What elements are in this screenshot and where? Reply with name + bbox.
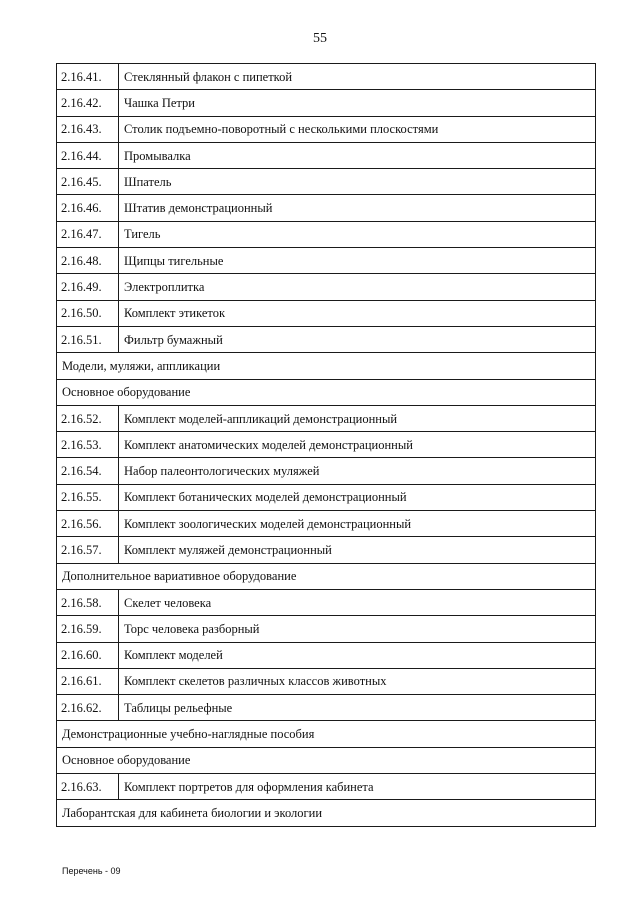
table-row (57, 642, 596, 668)
table-row (57, 116, 596, 142)
item-number: 2.16.56. (57, 511, 119, 537)
item-name: Комплект моделей (119, 642, 596, 668)
item-number: 2.16.48. (57, 248, 119, 274)
table-row (57, 432, 596, 458)
item-name: Торс человека разборный (119, 616, 596, 642)
item-name: Тигель (119, 221, 596, 247)
table-row (57, 300, 596, 326)
equipment-table-body (57, 64, 596, 827)
item-number: 2.16.49. (57, 274, 119, 300)
item-number: 2.16.62. (57, 695, 119, 721)
section-header-row (57, 379, 596, 405)
item-number: 2.16.54. (57, 458, 119, 484)
item-number: 2.16.53. (57, 432, 119, 458)
item-name: Набор палеонтологических муляжей (119, 458, 596, 484)
section-header-row (57, 721, 596, 747)
item-name: Промывалка (119, 142, 596, 168)
table-row (57, 668, 596, 694)
item-name: Фильтр бумажный (119, 326, 596, 352)
section-header-row (57, 353, 596, 379)
item-number: 2.16.46. (57, 195, 119, 221)
table-row (57, 221, 596, 247)
table-row (57, 274, 596, 300)
table-row (57, 589, 596, 615)
section-header-label: Демонстрационные учебно-наглядные пособия (57, 721, 596, 747)
item-name: Комплект моделей-аппликаций демонстрационный (119, 405, 596, 431)
item-name: Комплект зоологических моделей демонстрационный (119, 511, 596, 537)
table-row (57, 511, 596, 537)
table-row (57, 169, 596, 195)
item-name: Электроплитка (119, 274, 596, 300)
item-number: 2.16.63. (57, 774, 119, 800)
section-header-label: Основное оборудование (57, 747, 596, 773)
item-number: 2.16.59. (57, 616, 119, 642)
footer-label: Перечень - 09 (62, 866, 121, 876)
item-number: 2.16.57. (57, 537, 119, 563)
item-number: 2.16.58. (57, 589, 119, 615)
table-row (57, 90, 596, 116)
table-row (57, 537, 596, 563)
item-number: 2.16.45. (57, 169, 119, 195)
item-number: 2.16.61. (57, 668, 119, 694)
item-number: 2.16.55. (57, 484, 119, 510)
item-name: Скелет человека (119, 589, 596, 615)
table-row (57, 195, 596, 221)
item-name: Штатив демонстрационный (119, 195, 596, 221)
table-row (57, 695, 596, 721)
item-name: Стеклянный флакон с пипеткой (119, 64, 596, 90)
item-name: Комплект анатомических моделей демонстрационный (119, 432, 596, 458)
table-row (57, 484, 596, 510)
item-number: 2.16.51. (57, 326, 119, 352)
section-header-row (57, 800, 596, 826)
section-header-label: Модели, муляжи, аппликации (57, 353, 596, 379)
page-number: 55 (313, 31, 327, 46)
item-number: 2.16.60. (57, 642, 119, 668)
item-name: Шпатель (119, 169, 596, 195)
table-row (57, 142, 596, 168)
table-row (57, 248, 596, 274)
item-number: 2.16.44. (57, 142, 119, 168)
item-name: Комплект портретов для оформления кабинета (119, 774, 596, 800)
item-name: Комплект муляжей демонстрационный (119, 537, 596, 563)
item-number: 2.16.52. (57, 405, 119, 431)
equipment-table (56, 63, 596, 827)
table-row (57, 326, 596, 352)
section-header-label: Лаборантская для кабинета биологии и экологии (57, 800, 596, 826)
section-header-row (57, 563, 596, 589)
item-number: 2.16.41. (57, 64, 119, 90)
item-number: 2.16.50. (57, 300, 119, 326)
item-name: Комплект ботанических моделей демонстрационный (119, 484, 596, 510)
item-name: Щипцы тигельные (119, 248, 596, 274)
table-row (57, 774, 596, 800)
table-row (57, 458, 596, 484)
item-number: 2.16.47. (57, 221, 119, 247)
item-name: Таблицы рельефные (119, 695, 596, 721)
item-name: Комплект скелетов различных классов животных (119, 668, 596, 694)
table-row (57, 64, 596, 90)
item-name: Комплект этикеток (119, 300, 596, 326)
item-name: Столик подъемно-поворотный с несколькими плоскостями (119, 116, 596, 142)
section-header-label: Основное оборудование (57, 379, 596, 405)
section-header-row (57, 747, 596, 773)
table-row (57, 405, 596, 431)
item-number: 2.16.43. (57, 116, 119, 142)
item-name: Чашка Петри (119, 90, 596, 116)
section-header-label: Дополнительное вариативное оборудование (57, 563, 596, 589)
table-row (57, 616, 596, 642)
item-number: 2.16.42. (57, 90, 119, 116)
